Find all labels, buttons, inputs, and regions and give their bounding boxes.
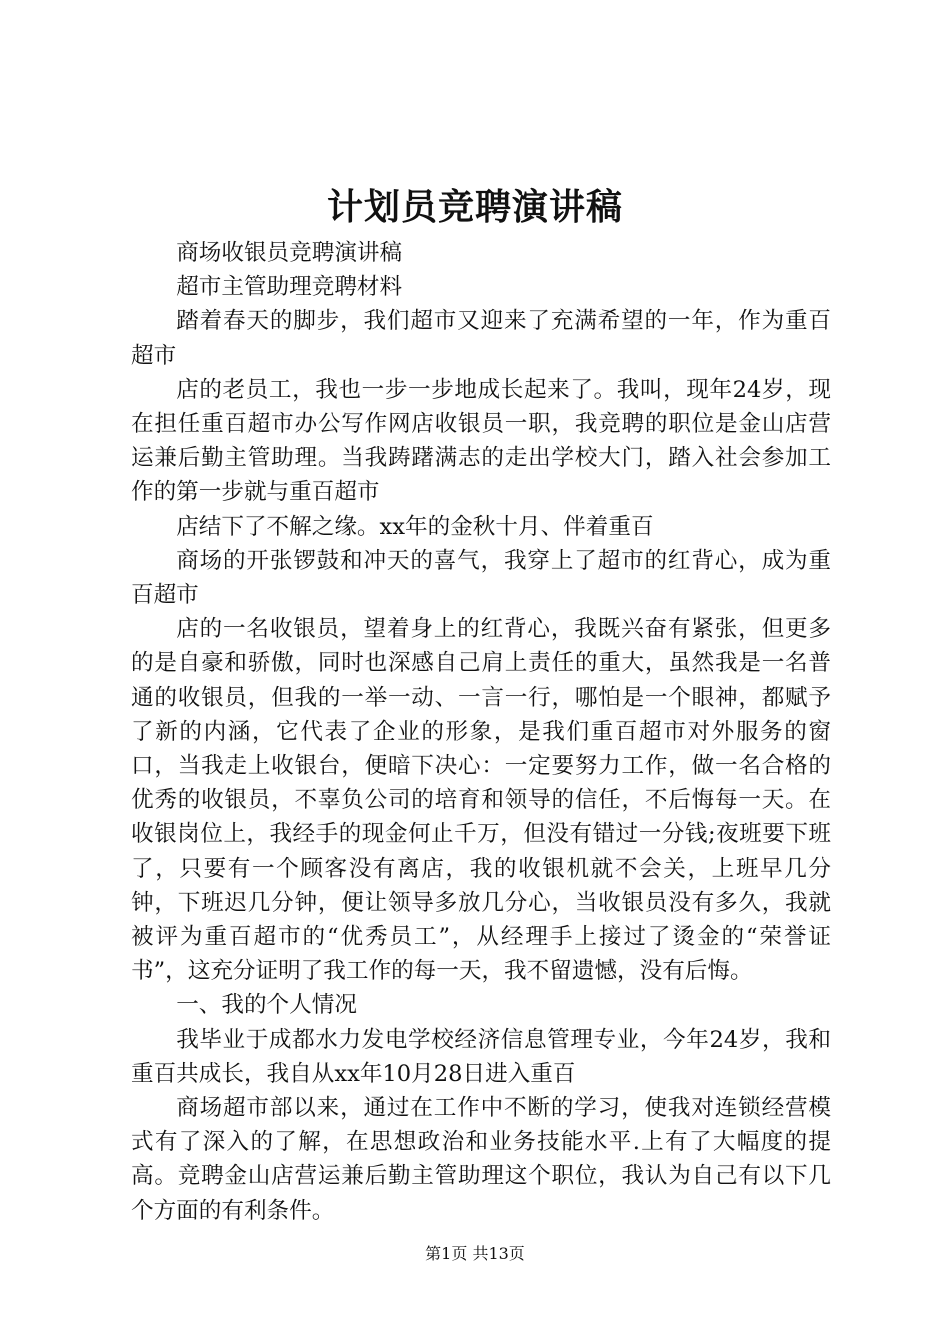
paragraph: 店结下了不解之缘。xx年的金秋十月、伴着重百 [176,513,654,540]
paragraph: 我毕业于成都水力发电学校经济信息管理专业，今年24岁，我和重百共成长，我自从xx年10月28日进入重百 [131,1026,831,1087]
paragraph: 商场的开张锣鼓和冲天的喜气，我穿上了超市的红背心，成为重百超市 [131,547,831,609]
paragraph: 踏着春天的脚步，我们超市又迎来了充满希望的一年，作为重百超市 [131,308,831,369]
paragraph: 商场超市部以来，通过在工作中不断的学习，使我对连锁经营模式有了深入的了解，在思想政治和业务技能水平.上有了大幅度的提高。竞聘金山店营运兼后勤主管助理这个职位，我认为自己有以下几个方面的有利条件。 [131,1095,831,1224]
document-body [131,236,831,1228]
paragraph: 超市主管助理竞聘材料 [176,274,403,301]
paragraph: 店的一名收银员，望着身上的红背心，我既兴奋有紧张，但更多的是自豪和骄傲，同时也深感自己肩上责任的重大，虽然我是一名普通的收银员，但我的一举一动、一言一行，哪怕是一个眼神，都赋予了新的内涵，它代表了企业的形象，是我们重百超市对外服务的窗口，当我走上收银台，便暗下决心：一定要努力工作，做一名合格的优秀的收银员，不辜负公司的培育和领导的信任，不后悔每一天。在收银岗位上，我经手的现金何止千万，但没有错过一分钱;夜班要下班了，只要有一个顾客没有离店，我的收银机就不会关，上班早几分钟，下班迟几分钟，便让领导多放几分心，当收银员没有多久，我就被评为重百超市的“优秀员工”，从经理手上接过了烫金的“荣誉证书”，这充分证明了我工作的每一天，我不留遗憾，没有后悔。 [131,616,831,985]
paragraph: 店的老员工，我也一步一步地成长起来了。我叫，现年24岁，现在担任重百超市办公写作网店收银员一职，我竞聘的职位是金山店营运兼后勤主管助理。当我踌躇满志的走出学校大门，踏入社会参加工作的第一步就与重百超市 [131,376,831,506]
section-heading: 一、我的个人情况 [176,992,357,1019]
page-footer: 第1页 共13页 [425,1244,525,1263]
paragraph: 商场收银员竞聘演讲稿 [176,240,403,266]
document-title: 计划员竞聘演讲稿 [326,186,623,228]
